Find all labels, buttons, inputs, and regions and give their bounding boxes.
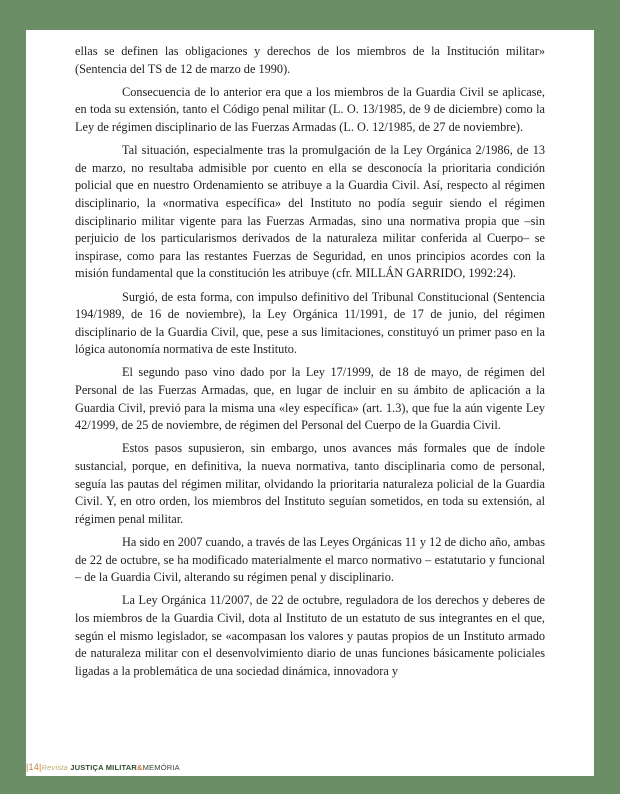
footer-separator: | (38, 762, 42, 772)
paragraph: Tal situación, especialmente tras la promulgación de la Ley Orgánica 2/1986, de 13 de marzo, no resultaba admisible por cuento en ella se desconocía la prioritaria condición policial que en nuestro Ordenamiento se atribuye a la Guardia Civil. Así, respecto al régimen disciplinario, la «normativa específica» del Instituto no podía seguir siendo el régimen disciplinario militar vigente para las Fuerzas Armadas, sino una normativa propia que –sin perjuicio de los particularismos derivados de la naturaleza militar conferida al Cuerpo– se inspirase, como para las restantes Fuerzas de Seguridad, en unos principios acordes con la misión fundamental que la constitución les atribuye (cfr. MILLÁN GARRIDO, 1992:24). (75, 143, 545, 281)
page-frame-right (594, 0, 620, 794)
paragraph: ellas se definen las obligaciones y derechos de los miembros de la Institución militar» (Sentencia del TS de 12 de marzo de 1990). (75, 44, 545, 76)
page-frame-top (0, 0, 620, 30)
publication-name: JUSTIÇA MILITAR (70, 763, 137, 772)
body-text (75, 43, 545, 686)
page-footer (26, 762, 180, 772)
page-frame-bottom (0, 776, 620, 794)
publication-prefix: Revista (41, 763, 68, 772)
paragraph: Estos pasos supusieron, sin embargo, unos avances más formales que de índole sustancial, porque, en definitiva, la nueva normativa, tanto disciplinaria como de personal, seguía las pautas del régimen militar, olvidando la prioritaria naturaleza policial de la Guardia Civil. Y, en otro orden, los miembros del Instituto seguían sometidos, en toda su extensión, al régimen penal militar. (75, 441, 545, 526)
paragraph: El segundo paso vino dado por la Ley 17/1999, de 18 de mayo, de régimen del Personal de las Fuerzas Armadas, que, en lugar de incluir en su ámbito de aplicación a la Guardia Civil, previó para la misma una «ley específica» (art. 1.3), que fue la aún vigente Ley 42/1999, de 25 de noviembre, de régimen del Personal del Cuerpo de la Guardia Civil. (75, 365, 545, 433)
paragraph: Surgió, de esta forma, con impulso definitivo del Tribunal Constitucional (Sentencia 194/1989, de 16 de noviembre), la Ley Orgánica 11/1991, de 17 de junio, del régimen disciplinario de la Guardia Civil, que, pese a sus limitaciones, constituyó un primer paso en la lógica autonomía normativa de este Instituto. (75, 289, 545, 357)
paragraph: La Ley Orgánica 11/2007, de 22 de octubre, reguladora de los derechos y deberes de los miembros de la Guardia Civil, dota al Instituto de un estatuto de sus integrantes en el que, según el mismo legislador, se «acompasan los valores y pautas propios de un Instituto armado de naturaleza militar con el desenvolvimiento diario de unas funciones básicamente policiales ligadas a la problemática de una sociedad dinámica, innovadora y (75, 593, 545, 678)
paragraph: Consecuencia de lo anterior era que a los miembros de la Guardia Civil se aplicase, en toda su extensión, tanto el Código penal militar (L. O. 13/1985, de 9 de diciembre) como la Ley de régimen disciplinario de las Fuerzas Armadas (L. O. 12/1985, de 27 de noviembre). (75, 84, 545, 134)
publication-conjunction: & (136, 763, 143, 772)
footer-separator: | (26, 762, 29, 772)
paragraph: Ha sido en 2007 cuando, a través de las Leyes Orgánicas 11 y 12 de dicho año, ambas de 22 de octubre, se ha modificado materialmente el marco normativo – estatutario y funcional – de la Guardia Civil, alterando su régimen penal y disciplinario. (75, 535, 545, 585)
document-page (26, 30, 594, 776)
page-number: 14 (28, 762, 39, 772)
publication-suffix: MEMÓRIA (142, 763, 180, 772)
page-frame-left (0, 0, 26, 794)
